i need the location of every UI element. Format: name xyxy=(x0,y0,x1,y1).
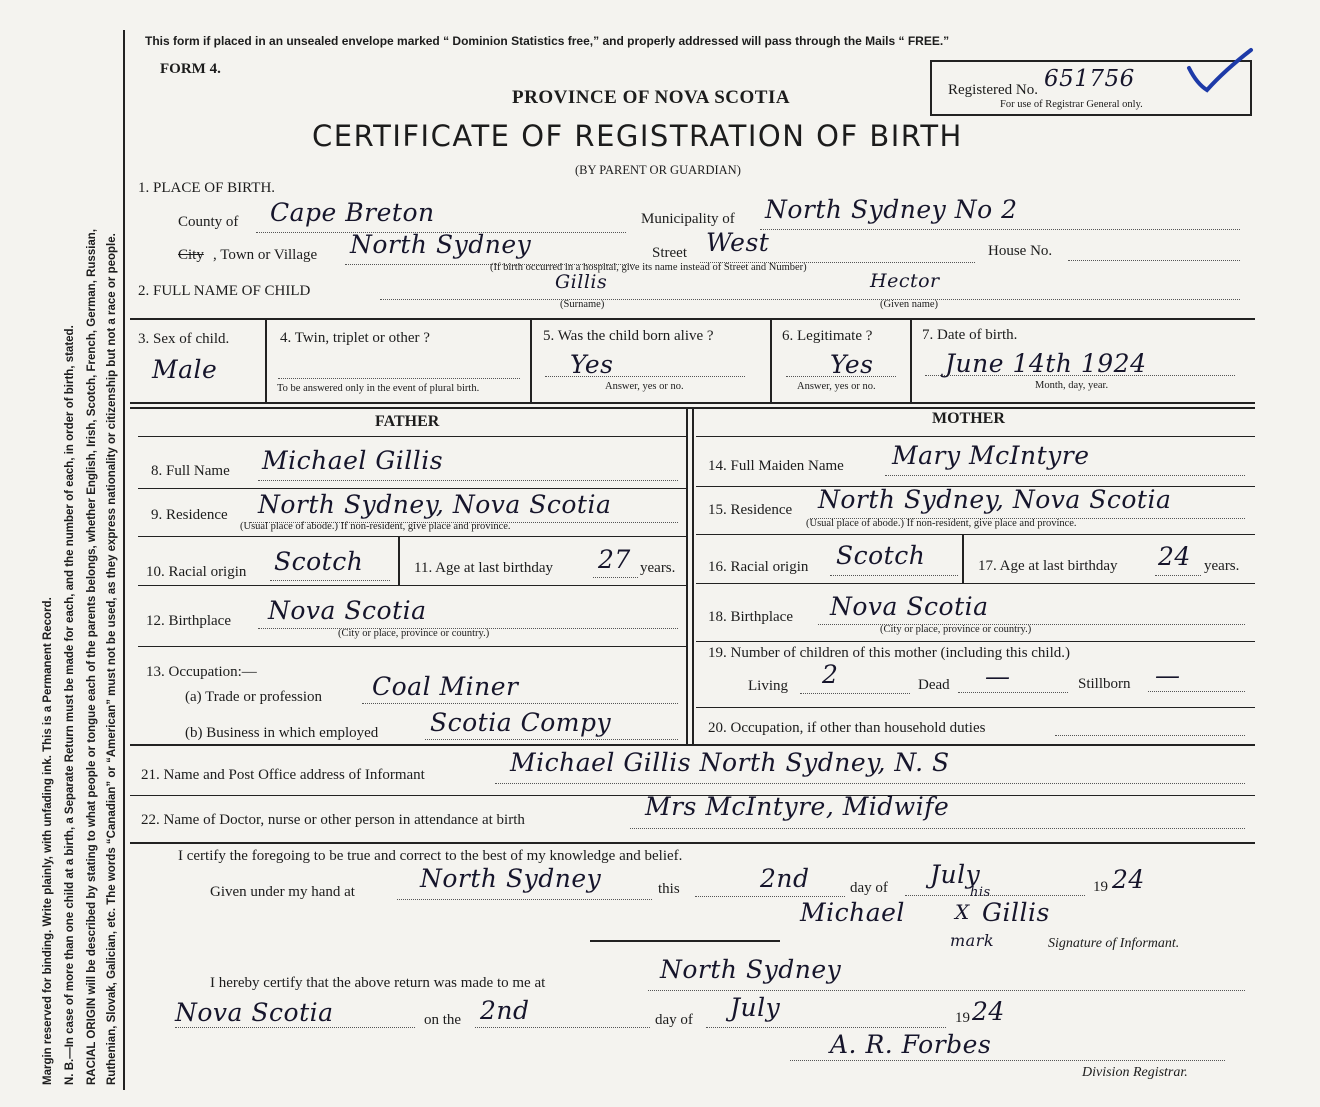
municipality-value: North Sydney No 2 xyxy=(765,195,1018,224)
margin-rule xyxy=(123,30,125,1090)
mother-racial-label: 16. Racial origin xyxy=(708,559,809,575)
legitimate-note: Answer, yes or no. xyxy=(797,381,876,392)
mark-x: X xyxy=(955,900,970,924)
mother-heading: MOTHER xyxy=(932,410,1005,427)
father-heading: FATHER xyxy=(375,413,440,430)
informant-value: Michael Gillis North Sydney, N. S xyxy=(510,748,950,777)
registrar-place: North Sydney xyxy=(660,955,842,984)
father-residence-value: North Sydney, Nova Scotia xyxy=(258,490,612,519)
child-name-label: 2. FULL NAME OF CHILD xyxy=(138,283,311,299)
doctor-label: 22. Name of Doctor, nurse or other person in attendance at birth xyxy=(141,812,525,828)
father-name-value: Michael Gillis xyxy=(262,446,444,475)
given-under-label: Given under my hand at xyxy=(210,884,355,900)
informant-signature-surname: Gillis xyxy=(982,898,1050,927)
stillborn-label: Stillborn xyxy=(1078,676,1131,692)
certification-year: 24 xyxy=(1112,865,1145,894)
father-name-label: 8. Full Name xyxy=(151,463,230,479)
division-registrar-label: Division Registrar. xyxy=(1082,1065,1188,1080)
registrar-note: For use of Registrar General only. xyxy=(1000,99,1143,110)
given-place-value: North Sydney xyxy=(420,864,602,893)
mother-racial-value: Scotch xyxy=(836,541,926,570)
mother-age-unit: years. xyxy=(1204,558,1240,574)
informant-label: 21. Name and Post Office address of Informant xyxy=(141,767,425,783)
father-occupation-label: 13. Occupation:— xyxy=(146,664,257,680)
certification-day: 2nd xyxy=(760,864,810,893)
certification-month: July xyxy=(930,860,981,889)
mother-age-value: 24 xyxy=(1158,542,1191,571)
mother-name-label: 14. Full Maiden Name xyxy=(708,458,844,474)
born-alive-note: Answer, yes or no. xyxy=(605,381,684,392)
town-label: , Town or Village xyxy=(213,247,318,263)
mother-residence-note: (Usual place of abode.) If non-resident, give place and province. xyxy=(806,518,1077,529)
margin-note-2: N. B.—In case of more than one child at a birth, a Separate Return must be made for each, and the number of each, in order of birth, stated. xyxy=(64,325,76,1085)
father-residence-note: (Usual place of abode.) If non-resident, give place and province. xyxy=(240,521,511,532)
father-birthplace-label: 12. Birthplace xyxy=(146,613,231,629)
registered-number: 651756 xyxy=(1044,66,1135,92)
dob-label: 7. Date of birth. xyxy=(922,327,1018,343)
given-name-note: (Given name) xyxy=(880,299,939,310)
father-age-value: 27 xyxy=(598,545,631,574)
margin-note-4: Ruthenian, Slovak, Galician, etc. The words “Canadian” or “American” must not be used, as they express nationality or citizenship but not a race or people. xyxy=(106,233,118,1085)
on-the-label: on the xyxy=(424,1012,462,1028)
surname-note: (Surname) xyxy=(560,299,605,310)
mother-residence-label: 15. Residence xyxy=(708,502,793,518)
mother-birthplace-value: Nova Scotia xyxy=(830,592,989,621)
street-value: West xyxy=(706,228,770,257)
dead-value: — xyxy=(985,662,1011,691)
father-business-value: Scotia Compy xyxy=(430,708,612,737)
registrar-month: July xyxy=(730,993,781,1022)
checkmark-icon xyxy=(1185,44,1255,96)
registrar-day-of-label: day of xyxy=(655,1012,693,1028)
father-residence-label: 9. Residence xyxy=(151,507,228,523)
certification-year-prefix: 19 xyxy=(1093,879,1108,895)
municipality-label: Municipality of xyxy=(641,211,735,227)
dob-note: Month, day, year. xyxy=(1035,380,1109,391)
legitimate-value: Yes xyxy=(830,350,874,379)
margin-note-1: Margin reserved for binding. Write plainly, with unfading ink. This is a Permanent Record. xyxy=(42,597,54,1085)
dead-label: Dead xyxy=(918,677,950,693)
certification-statement: I certify the foregoing to be true and correct to the best of my knowledge and belief. xyxy=(178,848,683,864)
mark-his: his xyxy=(970,885,991,900)
twin-note: To be answered only in the event of plural birth. xyxy=(277,383,480,394)
born-alive-value: Yes xyxy=(570,350,614,379)
mother-residence-value: North Sydney, Nova Scotia xyxy=(818,485,1172,514)
place-of-birth-heading: 1. PLACE OF BIRTH. xyxy=(138,180,276,196)
registered-label: Registered No. xyxy=(948,82,1038,98)
postal-notice: This form if placed in an unsealed envelope marked “ Dominion Statistics free,” and properly addressed will pass through the Mails “ FREE.” xyxy=(145,34,950,48)
father-age-unit: years. xyxy=(640,560,676,576)
twin-label: 4. Twin, triplet or other ? xyxy=(280,330,430,346)
page-subtitle: (BY PARENT OR GUARDIAN) xyxy=(575,163,741,177)
margin-note-3: RACIAL ORIGIN will be described by stating to what people or tongue each of the parents belongs, whether English, Irish, Scotch, French, German, Russian, xyxy=(86,228,98,1085)
father-trade-label: (a) Trade or profession xyxy=(185,689,323,705)
town-value: North Sydney xyxy=(350,230,532,259)
father-birthplace-value: Nova Scotia xyxy=(268,596,427,625)
day-of-label: day of xyxy=(850,880,888,896)
mother-name-value: Mary McIntyre xyxy=(892,441,1090,470)
father-racial-label: 10. Racial origin xyxy=(146,564,247,580)
sex-label: 3. Sex of child. xyxy=(138,331,230,347)
registrar-year: 24 xyxy=(972,997,1005,1026)
father-racial-value: Scotch xyxy=(274,547,364,576)
registrar-year-prefix: 19 xyxy=(955,1010,970,1026)
mother-age-label: 17. Age at last birthday xyxy=(978,558,1118,574)
child-given-name: Hector xyxy=(870,270,940,292)
mother-birthplace-note: (City or place, province or country.) xyxy=(880,624,1032,635)
registrar-signature: A. R. Forbes xyxy=(830,1030,992,1059)
legitimate-label: 6. Legitimate ? xyxy=(782,328,873,344)
registrar-day: 2nd xyxy=(480,996,530,1025)
dob-value: June 14th 1924 xyxy=(945,349,1147,378)
signature-of-informant-label: Signature of Informant. xyxy=(1048,936,1180,951)
father-business-label: (b) Business in which employed xyxy=(185,725,379,741)
father-age-label: 11. Age at last birthday xyxy=(414,560,553,576)
father-birthplace-note: (City or place, province or country.) xyxy=(338,628,490,639)
child-surname: Gillis xyxy=(555,271,608,293)
form-number: FORM 4. xyxy=(160,61,221,77)
hospital-note: (If birth occurred in a hospital, give its name instead of Street and Number) xyxy=(490,262,807,273)
informant-signature-name: Michael xyxy=(800,898,905,927)
children-count-label: 19. Number of children of this mother (including this child.) xyxy=(708,645,1071,661)
mark-word: mark xyxy=(950,931,995,950)
doctor-value: Mrs McIntyre, Midwife xyxy=(645,792,950,821)
born-alive-label: 5. Was the child born alive ? xyxy=(543,328,714,344)
sex-value: Male xyxy=(152,355,218,384)
father-trade-value: Coal Miner xyxy=(372,672,519,701)
living-label: Living xyxy=(748,678,788,694)
mother-occupation-label: 20. Occupation, if other than household duties xyxy=(708,720,986,736)
mother-birthplace-label: 18. Birthplace xyxy=(708,609,793,625)
province-heading: PROVINCE OF NOVA SCOTIA xyxy=(512,87,791,108)
this-label: this xyxy=(658,881,680,897)
stillborn-value: — xyxy=(1155,661,1181,690)
city-label: City xyxy=(178,247,204,263)
street-label: Street xyxy=(652,245,687,261)
living-value: 2 xyxy=(822,660,839,689)
county-label: County of xyxy=(178,214,239,230)
registrar-province: Nova Scotia xyxy=(175,998,334,1027)
registrar-statement: I hereby certify that the above return was made to me at xyxy=(210,975,546,991)
page-title: CERTIFICATE OF REGISTRATION OF BIRTH xyxy=(312,119,963,153)
house-number-label: House No. xyxy=(988,243,1053,259)
county-value: Cape Breton xyxy=(270,198,435,227)
